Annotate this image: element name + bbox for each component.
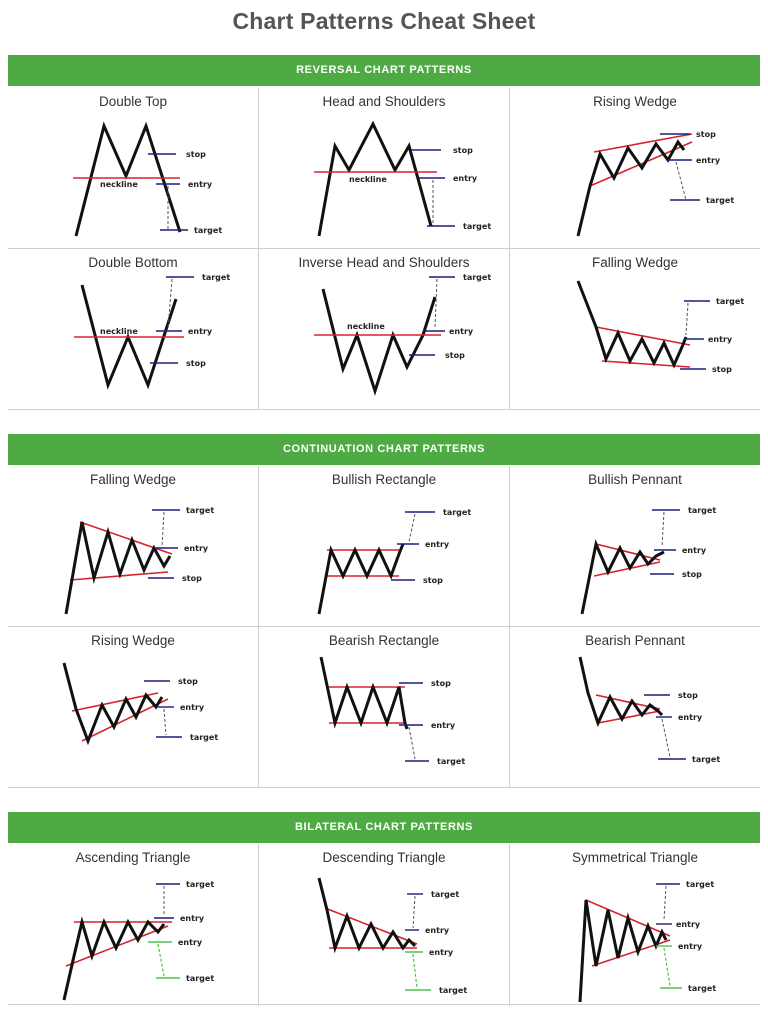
- target-projection: [662, 512, 664, 546]
- ascending-triangle-diagram: [8, 870, 258, 1004]
- entry-label: entry: [682, 546, 707, 555]
- pattern-title: Bullish Rectangle: [331, 472, 437, 487]
- stop-label: stop: [186, 150, 206, 159]
- target-up-projection: [413, 896, 415, 928]
- target-label: target: [463, 222, 492, 231]
- entry-down-label: entry: [678, 942, 703, 951]
- pattern-inverse-head-and-shoulders: [259, 249, 509, 409]
- upper-trendline: [596, 544, 660, 560]
- target-projection: [686, 303, 688, 335]
- stop-label: stop: [453, 146, 473, 155]
- target-label: target: [692, 755, 721, 764]
- neckline-label: neckline: [347, 322, 385, 331]
- target-label: target: [706, 196, 735, 205]
- pattern-symmetrical-triangle: [510, 844, 760, 1004]
- target-projection: [409, 514, 415, 542]
- entry-label: entry: [188, 180, 213, 189]
- pattern-title: Falling Wedge: [89, 472, 177, 487]
- stop-label: stop: [182, 574, 202, 583]
- pattern-bullish-pennant: [510, 466, 760, 626]
- target-down-label: target: [688, 984, 717, 993]
- stop-label: stop: [178, 677, 198, 686]
- entry-up-label: entry: [180, 914, 205, 923]
- page-title: Chart Patterns Cheat Sheet: [232, 8, 536, 34]
- target-up-label: target: [431, 890, 460, 899]
- pattern-title: Bullish Pennant: [588, 472, 682, 487]
- neckline-label: neckline: [349, 175, 387, 184]
- entry-label: entry: [708, 335, 733, 344]
- pattern-title: Symmetrical Triangle: [571, 850, 699, 865]
- target-down-projection: [413, 954, 417, 988]
- target-down-label: target: [439, 986, 468, 995]
- pattern-title: Head and Shoulders: [322, 94, 446, 109]
- section-header-bilateral: BILATERAL CHART PATTERNS: [8, 812, 760, 843]
- entry-label: entry: [453, 174, 478, 183]
- target-label: target: [194, 226, 223, 235]
- target-label: target: [190, 733, 219, 742]
- pattern-rising-wedge-reversal: [510, 88, 760, 248]
- pattern-title: Bearish Rectangle: [328, 633, 440, 648]
- neckline-label: neckline: [100, 327, 138, 336]
- descending-triangle-diagram: [259, 870, 509, 1004]
- entry-up-label: entry: [676, 920, 701, 929]
- pattern-title: Double Top: [98, 94, 168, 109]
- divider: [8, 1004, 760, 1005]
- rising-wedge-continuation-diagram: [8, 653, 258, 787]
- bearish-rectangle-diagram: [259, 653, 509, 787]
- price-line: [323, 289, 435, 391]
- pattern-title: Double Bottom: [88, 255, 178, 270]
- stop-label: stop: [423, 576, 443, 585]
- head-and-shoulders-diagram: [259, 114, 509, 248]
- stop-label: stop: [678, 691, 698, 700]
- stop-label: stop: [682, 570, 702, 579]
- target-label: target: [716, 297, 745, 306]
- double-top-diagram: [8, 114, 258, 248]
- pattern-descending-triangle: [259, 844, 509, 1004]
- neckline-label: neckline: [100, 180, 138, 189]
- reversal-grid: [8, 88, 760, 410]
- entry-label: entry: [431, 721, 456, 730]
- pattern-falling-wedge-continuation: [8, 466, 258, 626]
- target-up-projection: [664, 886, 666, 920]
- target-projection: [676, 162, 686, 200]
- stop-label: stop: [445, 351, 465, 360]
- stop-label: stop: [696, 130, 716, 139]
- pattern-title: Falling Wedge: [591, 255, 679, 270]
- entry-label: entry: [449, 327, 474, 336]
- pattern-head-and-shoulders: [259, 88, 509, 248]
- pattern-rising-wedge-continuation: [8, 627, 258, 787]
- pattern-title: Rising Wedge: [593, 94, 677, 109]
- falling-wedge-continuation-diagram: [8, 492, 258, 626]
- entry-label: entry: [425, 540, 450, 549]
- inverse-head-and-shoulders-diagram: [259, 275, 509, 409]
- price-line: [582, 544, 664, 614]
- divider: [8, 787, 760, 788]
- target-label: target: [463, 273, 492, 282]
- target-label: target: [443, 508, 472, 517]
- target-projection: [409, 727, 415, 759]
- entry-label: entry: [678, 713, 703, 722]
- target-up-label: target: [686, 880, 715, 889]
- target-label: target: [437, 757, 466, 766]
- continuation-grid: [8, 466, 760, 788]
- price-line: [578, 281, 686, 365]
- entry-label: entry: [696, 156, 721, 165]
- pattern-bearish-rectangle: [259, 627, 509, 787]
- pattern-title: Ascending Triangle: [75, 850, 191, 865]
- section-header-continuation: CONTINUATION CHART PATTERNS: [8, 434, 760, 465]
- pattern-title: Descending Triangle: [322, 850, 446, 865]
- entry-down-label: entry: [178, 938, 203, 947]
- lower-trendline: [598, 711, 660, 723]
- pattern-bearish-pennant: [510, 627, 760, 787]
- target-label: target: [688, 506, 717, 515]
- pattern-title: Inverse Head and Shoulders: [298, 255, 470, 270]
- stop-label: stop: [431, 679, 451, 688]
- symmetrical-triangle-diagram: [510, 870, 760, 1004]
- stop-label: stop: [186, 359, 206, 368]
- entry-up-label: entry: [425, 926, 450, 935]
- entry-label: entry: [180, 703, 205, 712]
- double-bottom-diagram: [8, 275, 258, 409]
- price-line: [321, 657, 407, 729]
- price-line: [319, 544, 403, 614]
- bullish-rectangle-diagram: [259, 492, 509, 626]
- target-projection: [162, 512, 164, 546]
- target-up-label: target: [186, 880, 215, 889]
- price-line: [578, 142, 684, 236]
- bilateral-grid: [8, 844, 760, 1006]
- divider: [8, 409, 760, 410]
- target-down-label: target: [186, 974, 215, 983]
- pattern-bullish-rectangle: [259, 466, 509, 626]
- pattern-double-bottom: [8, 249, 258, 409]
- pattern-falling-wedge-reversal: [510, 249, 760, 409]
- target-down-projection: [158, 944, 164, 976]
- upper-trendline: [80, 522, 172, 554]
- pattern-title: Rising Wedge: [91, 633, 175, 648]
- pattern-title: Bearish Pennant: [585, 633, 685, 648]
- bearish-pennant-diagram: [510, 653, 760, 787]
- pattern-ascending-triangle: [8, 844, 258, 1004]
- entry-label: entry: [188, 327, 213, 336]
- section-header-reversal: REVERSAL CHART PATTERNS: [8, 55, 760, 86]
- target-projection: [435, 279, 437, 327]
- target-label: target: [202, 273, 231, 282]
- target-projection: [164, 709, 166, 735]
- stop-label: stop: [712, 365, 732, 374]
- target-label: target: [186, 506, 215, 515]
- entry-down-label: entry: [429, 948, 454, 957]
- falling-wedge-reversal-diagram: [510, 275, 760, 409]
- target-down-projection: [664, 948, 670, 986]
- entry-label: entry: [184, 544, 209, 553]
- pattern-double-top: [8, 88, 258, 248]
- bullish-pennant-diagram: [510, 492, 760, 626]
- rising-wedge-reversal-diagram: [510, 114, 760, 248]
- target-projection: [662, 719, 670, 757]
